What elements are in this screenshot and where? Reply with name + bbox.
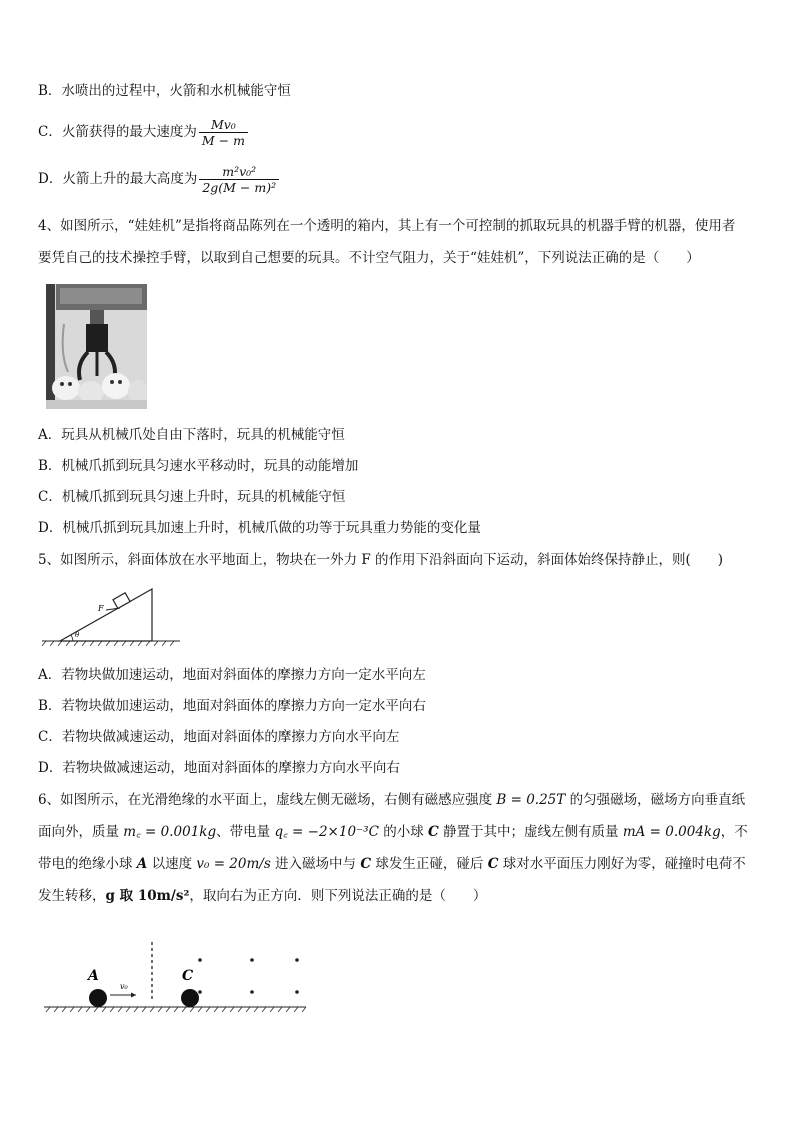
- q6-text-13: 以速度: [147, 856, 197, 872]
- q4-stem-line1: 4、如图所示，“娃娃机”是指将商品陈列在一个透明的箱内，其上有一个可控制的抓取玩具的机器手臂的机器，使用者: [38, 218, 736, 234]
- q6-text-15: 进入磁场中与: [270, 856, 361, 872]
- q6-text-7: 的小球: [378, 824, 428, 840]
- q3-option-b: B．水喷出的过程中，火箭和水机械能守恒: [38, 83, 291, 99]
- q6-text-17: 球发生正碰，碰后: [371, 856, 488, 872]
- q3-option-c-fraction: [199, 117, 248, 148]
- q6-field-b: B = 0.25T: [496, 792, 566, 808]
- q6-text-9: 静置于其中；虚线左侧有质量: [438, 824, 623, 840]
- q6-ball-a: A: [136, 856, 148, 872]
- block: [113, 593, 130, 609]
- q3-option-d-numerator: m²v₀²: [222, 164, 257, 179]
- q6-velocity: v₀ = 20m/s: [196, 856, 271, 872]
- incline-diagram: [40, 586, 182, 646]
- ball-c-label: C: [182, 968, 194, 984]
- ball-c: [181, 989, 199, 1007]
- ball-a-label: A: [88, 968, 99, 984]
- q6-text-3: 的匀强磁场，磁场方向垂直纸面向外，质量: [38, 792, 746, 840]
- q6-mass-a: mA = 0.004kg: [622, 824, 721, 840]
- claw-machine-photo: [46, 284, 147, 409]
- field-dots: [198, 958, 299, 994]
- q5-option-b: B．若物块做加速运动，地面对斜面体的摩擦力方向一定水平向右: [38, 698, 426, 714]
- q6-ball-c-2: C: [360, 856, 372, 872]
- q4-option-c: C．机械爪抓到玩具匀速上升时，玩具的机械能守恒: [38, 489, 346, 505]
- q5-option-c: C．若物块做减速运动，地面对斜面体的摩擦力方向水平向左: [38, 729, 400, 745]
- q3-option-c-text: C．火箭获得的最大速度为: [38, 124, 197, 140]
- q6-text-11: ，不带电的绝缘小球: [38, 824, 748, 872]
- q5-option-a: A．若物块做加速运动，地面对斜面体的摩擦力方向一定水平向左: [38, 667, 426, 683]
- magnetic-field-diagram: [42, 940, 312, 1016]
- q6-stem: [38, 784, 756, 912]
- q6-text-5: 、带电量: [216, 824, 275, 840]
- q5-option-d: D．若物块做减速运动，地面对斜面体的摩擦力方向水平向右: [38, 760, 400, 776]
- q5-stem: 5、如图所示，斜面体放在水平地面上，物块在一外力 F 的作用下沿斜面向下运动，斜面体始终保持静止，则( ): [38, 552, 724, 568]
- q4-option-a: A．玩具从机械爪处自由下落时，玩具的机械能守恒: [38, 427, 345, 443]
- angle-label: θ: [75, 631, 80, 639]
- q4-option-b: B．机械爪抓到玩具匀速水平移动时，玩具的动能增加: [38, 458, 359, 474]
- q6-text-1: 6、如图所示，在光滑绝缘的水平面上，虚线左侧无磁场，右侧有磁感应强度: [38, 792, 497, 808]
- q3-option-d: [38, 160, 279, 198]
- q4-option-d: D．机械爪抓到玩具加速上升时，机械爪做的功等于玩具重力势能的变化量: [38, 520, 481, 536]
- ball-a: [89, 989, 107, 1007]
- q3-option-d-text: D．火箭上升的最大高度为: [38, 171, 198, 187]
- q6-ball-c: C: [428, 824, 439, 840]
- q3-option-d-fraction: [199, 164, 279, 195]
- q3-option-c-numerator: Mv₀: [210, 117, 236, 132]
- q4-stem-line2: 要凭自己的技术操控手臂，以取到自己想要的玩具。不计空气阻力，关于“娃娃机”，下列说法正确的是（ ）: [38, 250, 700, 266]
- q3-option-c: [38, 115, 248, 149]
- q3-option-d-denominator: 2g(M − m)²: [199, 179, 279, 195]
- force-label: F: [98, 604, 104, 613]
- velocity-label: v₀: [120, 982, 128, 991]
- q3-option-c-denominator: M − m: [199, 132, 248, 148]
- q6-text-19: 球对水平面压力刚好为零，碰撞时电荷不发生转移，: [38, 856, 746, 904]
- q6-mass-c: m꜀ = 0.001kg: [123, 824, 217, 840]
- q6-text-21: ，取向右为正方向．则下列说法正确的是（ ）: [189, 888, 487, 904]
- q6-ball-c-3: C: [487, 856, 499, 872]
- q6-charge-c: q꜀ = −2×10⁻³C: [274, 824, 379, 840]
- incline-shape: [60, 589, 152, 641]
- q6-gravity: g 取 10m/s²: [105, 888, 190, 904]
